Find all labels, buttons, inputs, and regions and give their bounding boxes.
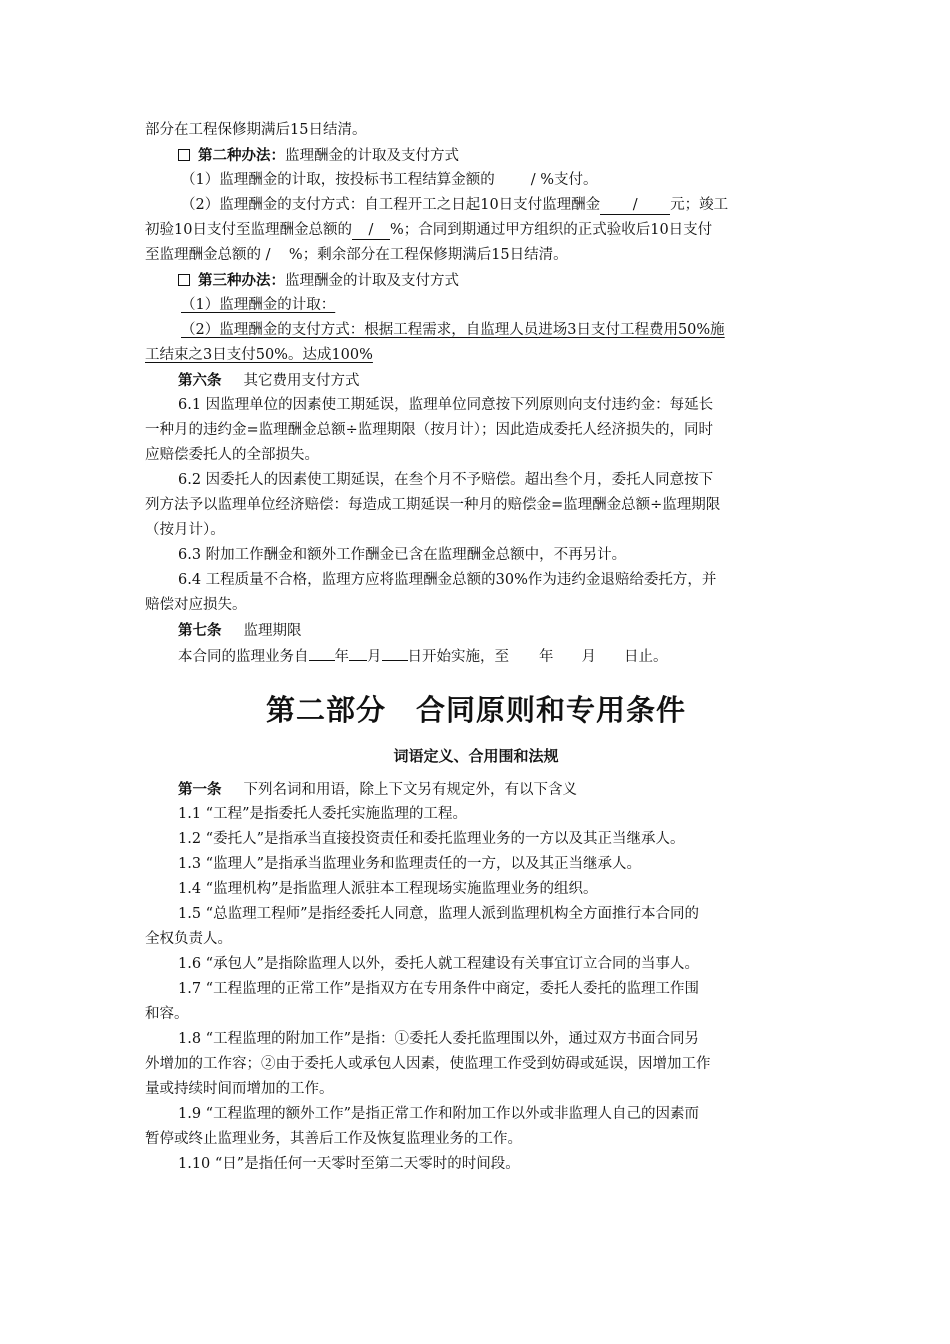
definition-1-8-cont: 外增加的工作容；②由于委托人或承包人因素，使监理工作受到妨碍或延误，因增加工作 xyxy=(145,1056,711,1072)
definition-1-2: 1.2 “委托人”是指承当直接投资责任和委托监理业务的一方以及其正当继承人。 xyxy=(178,831,685,847)
supervision-period: 本合同的监理业务自 年 月 日开始实施，至 年 月 日止。 xyxy=(145,643,807,668)
definition-1-9: 1.9 “工程监理的额外工作”是指正常工作和附加工作以外或非监理人自己的因素而 xyxy=(178,1106,699,1122)
method-two-heading: 第二种办法：监理酬金的计取及支付方式 xyxy=(145,143,807,168)
clause-6-3: 6.3 附加工作酬金和额外工作酬金已含在监理酬金总额中，不再另计。 xyxy=(178,547,627,563)
definition-1-3: 1.3 “监理人”是指承当监理业务和监理责任的一方，以及其正当继承人。 xyxy=(178,856,641,872)
definition-1-7-cont: 和容。 xyxy=(145,1006,189,1022)
definition-1-8-end: 量或持续时间而增加的工作。 xyxy=(145,1081,334,1097)
article-seven-heading: 第七条 监理期限 xyxy=(178,622,302,639)
clause-6-2: 6.2 因委托人的因素使工期延误，在叁个月不予赔偿。超出叁个月，委托人同意按下 xyxy=(178,472,714,488)
fill-blank: / xyxy=(352,222,390,240)
definition-1-9-cont: 暂停或终止监理业务，其善后工作及恢复监理业务的工作。 xyxy=(145,1131,522,1147)
clause-6-2-end: （按月计）。 xyxy=(145,522,225,538)
definition-1-4: 1.4 “监理机构”是指监理人派驻本工程现场实施监理业务的组织。 xyxy=(178,881,598,897)
method-three-item-2-cont: 工结束之3日支付50%。达成100% xyxy=(145,347,373,363)
document-body xyxy=(145,118,807,1177)
method-two-title: 第二种办法： xyxy=(198,147,285,164)
definition-1-7: 1.7 “工程监理的正常工作”是指双方在专用条件中商定，委托人委托的监理工作围 xyxy=(178,981,699,997)
clause-6-4: 6.4 工程质量不合格，监理方应将监理酬金总额的30%作为违约金退赔给委托方，并 xyxy=(178,572,717,588)
method-two-item-2-end: 至监理酬金总额的 / %；剩余部分在工程保修期满后15日结清。 xyxy=(145,247,568,263)
article-six-heading: 第六条 其它费用支付方式 xyxy=(178,372,360,389)
definition-1-5-cont: 全权负责人。 xyxy=(145,931,232,947)
method-three-heading: 第三种办法：监理酬金的计取及支付方式 xyxy=(145,268,807,293)
method-two-item-2: （2）监理酬金的支付方式：自工程开工之日起10日支付监理酬金 / 元；竣工 xyxy=(181,197,729,213)
clause-6-4-end: 赔偿对应损失。 xyxy=(145,597,247,613)
definition-1-5: 1.5 “总监理工程师”是指经委托人同意，监理人派到监理机构全方面推行本合同的 xyxy=(178,906,699,922)
day-blank[interactable] xyxy=(382,643,408,661)
definition-1-6: 1.6 “承包人”是指除监理人以外，委托人就工程建设有关事宜订立合同的当事人。 xyxy=(178,956,699,972)
checkbox-icon[interactable] xyxy=(178,274,190,286)
clause-6-1: 6.1 因监理单位的因素使工期延误，监理单位同意按下列原则向支付违约金：每延长 xyxy=(178,397,714,413)
method-two-item-2-cont: 初验10日支付至监理酬金总额的 / %；合同到期通过甲方组织的正式验收后10日支付 xyxy=(145,222,713,238)
definition-1-10: 1.10 “日”是指任何一天零时至第二天零时的时间段。 xyxy=(178,1156,520,1172)
definition-1-8: 1.8 “工程监理的附加工作”是指：①委托人委托监理围以外，通过双方书面合同另 xyxy=(178,1031,699,1047)
clause-6-1-end: 应赔偿委托人的全部损失。 xyxy=(145,447,319,463)
part-two-title: 第二部分 合同原则和专用条件 xyxy=(265,693,686,727)
section-subtitle: 词语定义、合用围和法规 xyxy=(393,747,559,765)
fill-blank: / xyxy=(600,197,670,215)
year-blank[interactable] xyxy=(309,643,335,661)
method-three-title: 第三种办法： xyxy=(198,272,285,289)
article-one-heading: 第一条 下列名词和用语，除上下文另有规定外，有以下含义 xyxy=(178,781,577,798)
paragraph: 部分在工程保修期满后15日结清。 xyxy=(145,122,367,138)
clause-6-2-cont: 列方法予以监理单位经济赔偿：每造成工期延误一种月的赔偿金=监理酬金总额÷监理期限 xyxy=(145,497,721,513)
method-two-item-1: （1）监理酬金的计取，按投标书工程结算金额的 / %支付。 xyxy=(181,172,598,188)
method-three-item-2: （2）监理酬金的支付方式：根据工程需求，自监理人员进场3日支付工程费用50%施 xyxy=(181,322,725,338)
method-three-item-1: （1）监理酬金的计取： xyxy=(181,297,336,313)
definition-1-1: 1.1 “工程”是指委托人委托实施监理的工程。 xyxy=(178,806,467,822)
checkbox-icon[interactable] xyxy=(178,149,190,161)
month-blank[interactable] xyxy=(349,643,367,661)
clause-6-1-cont: 一种月的违约金=监理酬金总额÷监理期限（按月计）；因此造成委托人经济损失的，同时 xyxy=(145,422,714,438)
